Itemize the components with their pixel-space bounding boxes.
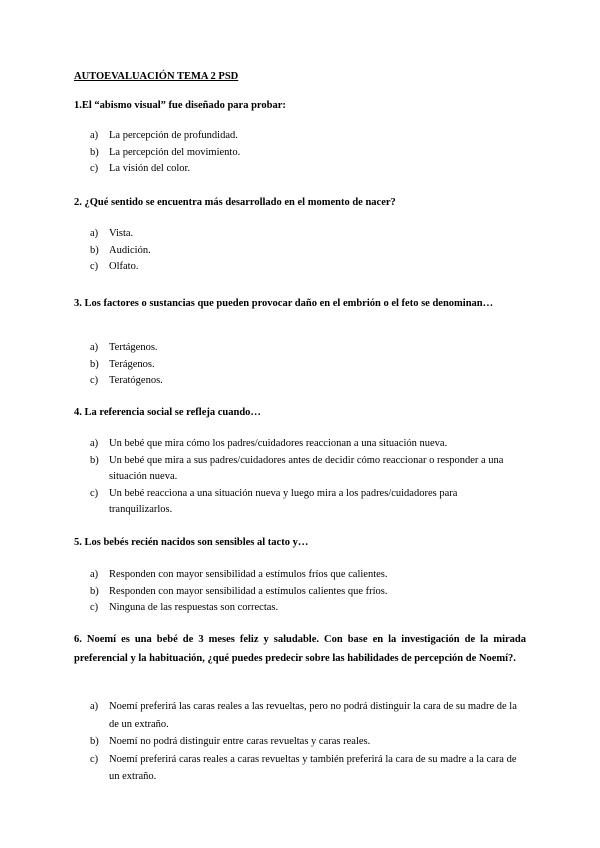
option-text: Terágenos. [109,358,155,370]
option-1b [90,145,520,162]
option-1a [90,128,520,145]
option-text: La visión del color. [109,163,191,174]
option-5b [90,584,520,601]
question-3: 3. Los factores o sustancias que pueden provocar daño en el embrión o el feto se denominan… [74,298,494,309]
option-text: La percepción de profundidad. [109,130,238,141]
option-letter: b) [90,454,99,466]
option-text: Tertágenos. [109,342,158,353]
question-4: 4. La referencia social se refleja cuando… [74,407,261,418]
option-letter: c) [90,753,99,765]
question-4-options [90,436,520,519]
option-letter: c) [90,602,99,613]
question-5-options [90,567,520,617]
option-4b [90,453,520,486]
option-4c [90,486,520,519]
option-letter: c) [90,487,99,499]
option-6c [90,751,520,786]
option-letter: a) [90,701,99,712]
option-1c [90,161,520,178]
option-letter: c) [90,375,99,386]
option-text: Teratógenos. [109,375,163,386]
option-text: Responden con mayor sensibilidad a estímulos calientes que fríos. [109,585,388,597]
option-letter: b) [90,244,99,256]
question-5: 5. Los bebés recién nacidos son sensibles al tacto y… [74,537,309,548]
option-text: Vista. [109,228,134,239]
option-letter: c) [90,163,99,174]
option-letter: b) [90,585,99,597]
option-text: Olfato. [109,261,139,272]
option-2c [90,259,520,276]
question-1: 1.El “abismo visual” fue diseñado para probar: [74,100,286,111]
question-6: 6. Noemí es una bebé de 3 meses feliz y saludable. Con base en la investigación de la mirada preferencial y la habituación, ¿qué puedes predecir sobre las habilidades de percepción de Noemí?. [74,634,526,664]
option-text: Un bebé que mira cómo los padres/cuidadores reaccionan a una situación nueva. [109,438,448,449]
option-letter: b) [90,736,99,747]
option-text: Noemí no podrá distinguir entre caras revueltas y caras reales. [109,736,371,747]
option-text: Noemí preferirá las caras reales a las revueltas, pero no podrá distinguir la cara de su madre de la de un extraño. [109,701,517,730]
question-2: 2. ¿Qué sentido se encuentra más desarrollado en el momento de nacer? [74,197,396,208]
option-letter: c) [90,261,99,272]
option-letter: b) [90,358,99,370]
option-text: Responden con mayor sensibilidad a estímulos fríos que calientes. [109,569,388,580]
option-3b [90,357,520,374]
option-6b [90,733,520,751]
option-letter: b) [90,146,99,158]
option-text: Noemí preferirá caras reales a caras revueltas y también preferirá la cara de su madre a la cara de un extraño. [109,753,517,782]
option-3c [90,373,520,390]
option-text: Un bebé que mira a sus padres/cuidadores antes de decidir cómo reaccionar o responder a una situación nueva. [109,454,504,482]
question-2-options [90,226,520,276]
question-6-options [90,698,520,786]
option-letter: a) [90,438,99,449]
option-letter: a) [90,228,99,239]
option-letter: a) [90,342,99,353]
option-4a [90,436,520,453]
option-6a [90,698,520,733]
option-text: Audición. [109,244,151,256]
option-2b [90,243,520,260]
option-5c [90,600,520,617]
option-text: Un bebé reacciona a una situación nueva y luego mira a los padres/cuidadores para tranquilizarlos. [109,487,458,515]
option-2a [90,226,520,243]
option-3a [90,340,520,357]
option-text: La percepción del movimiento. [109,146,241,158]
question-3-options [90,340,520,390]
option-letter: a) [90,569,99,580]
option-letter: a) [90,130,99,141]
document-title: AUTOEVALUACIÓN TEMA 2 PSD [74,71,239,82]
option-5a [90,567,520,584]
question-1-options [90,128,520,178]
option-text: Ninguna de las respuestas son correctas. [109,602,279,613]
